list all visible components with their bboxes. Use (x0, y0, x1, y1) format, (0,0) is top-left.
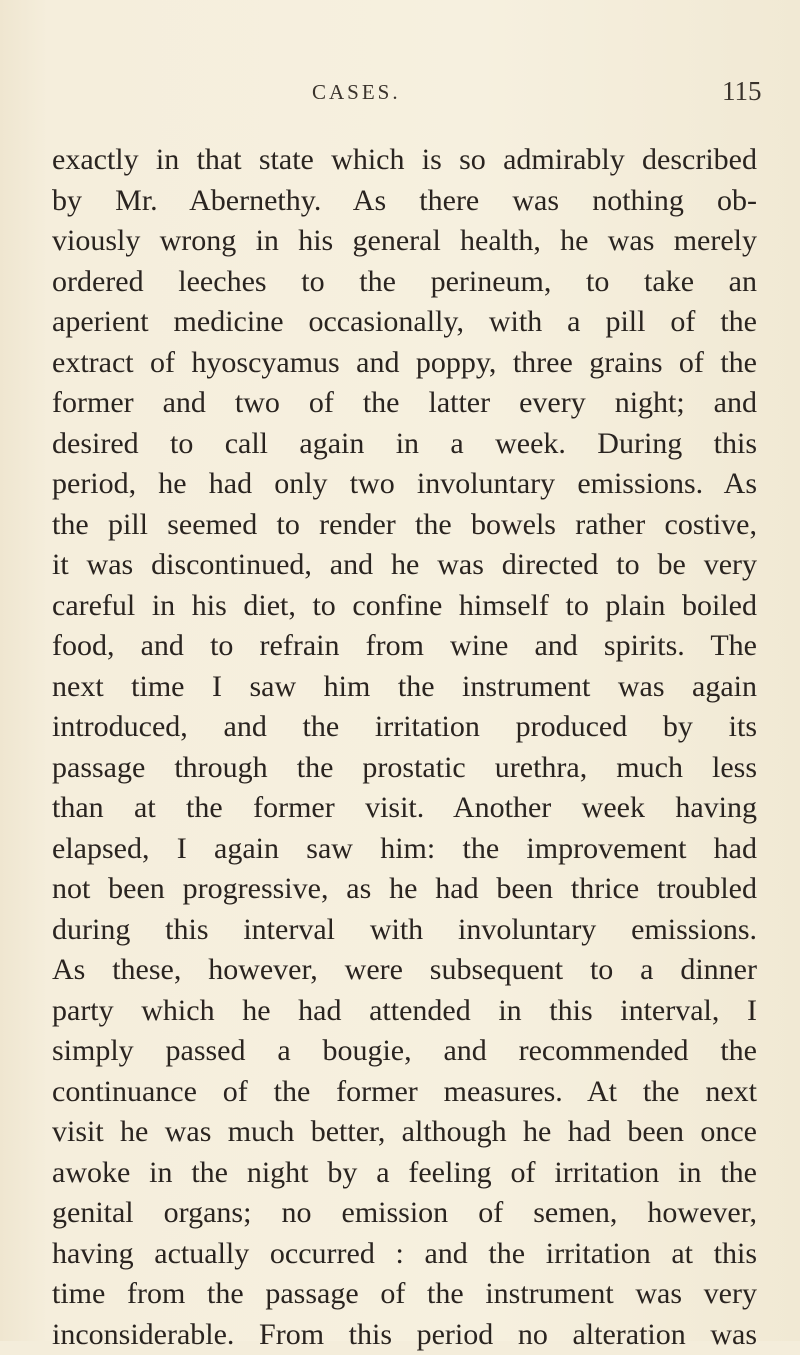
text-line: aperient medicine occasionally, with a pill of the (52, 302, 757, 343)
text-line: careful in his diet, to confine himself to plain boiled (52, 586, 757, 627)
text-line: the pill seemed to render the bowels rather costive, (52, 505, 757, 546)
text-line: passage through the prostatic urethra, much less (52, 748, 757, 789)
text-line: visit he was much better, although he had been once (52, 1112, 757, 1153)
text-line: time from the passage of the instrument was very (52, 1274, 757, 1315)
text-line: period, he had only two involuntary emissions. As (52, 464, 757, 505)
text-line: ordered leeches to the perineum, to take an (52, 262, 757, 303)
text-line: than at the former visit. Another week having (52, 788, 757, 829)
text-line: introduced, and the irritation produced by its (52, 707, 757, 748)
text-line: simply passed a bougie, and recommended the (52, 1031, 757, 1072)
text-line: having actually occurred : and the irritation at this (52, 1234, 757, 1275)
running-head: CASES. (312, 80, 401, 105)
text-line: former and two of the latter every night; and (52, 383, 757, 424)
text-line: exactly in that state which is so admirably described (52, 140, 757, 181)
body-text (52, 140, 757, 1355)
text-line: food, and to refrain from wine and spirits. The (52, 626, 757, 667)
text-line: party which he had attended in this interval, I (52, 991, 757, 1032)
text-line: it was discontinued, and he was directed to be very (52, 545, 757, 586)
text-line: continuance of the former measures. At the next (52, 1072, 757, 1113)
page-number: 115 (722, 76, 762, 107)
text-line: extract of hyoscyamus and poppy, three grains of the (52, 343, 757, 384)
text-line: awoke in the night by a feeling of irritation in the (52, 1153, 757, 1194)
text-line: As these, however, were subsequent to a dinner (52, 950, 757, 991)
text-line: not been progressive, as he had been thrice troubled (52, 869, 757, 910)
text-line: viously wrong in his general health, he was merely (52, 221, 757, 262)
text-line: elapsed, I again saw him: the improvement had (52, 829, 757, 870)
text-line: inconsiderable. From this period no alteration was (52, 1315, 757, 1355)
text-line: desired to call again in a week. During this (52, 424, 757, 465)
page-header (0, 76, 800, 116)
text-line: by Mr. Abernethy. As there was nothing ob- (52, 181, 757, 222)
text-line: genital organs; no emission of semen, however, (52, 1193, 757, 1234)
text-line: next time I saw him the instrument was again (52, 667, 757, 708)
text-line: during this interval with involuntary emissions. (52, 910, 757, 951)
